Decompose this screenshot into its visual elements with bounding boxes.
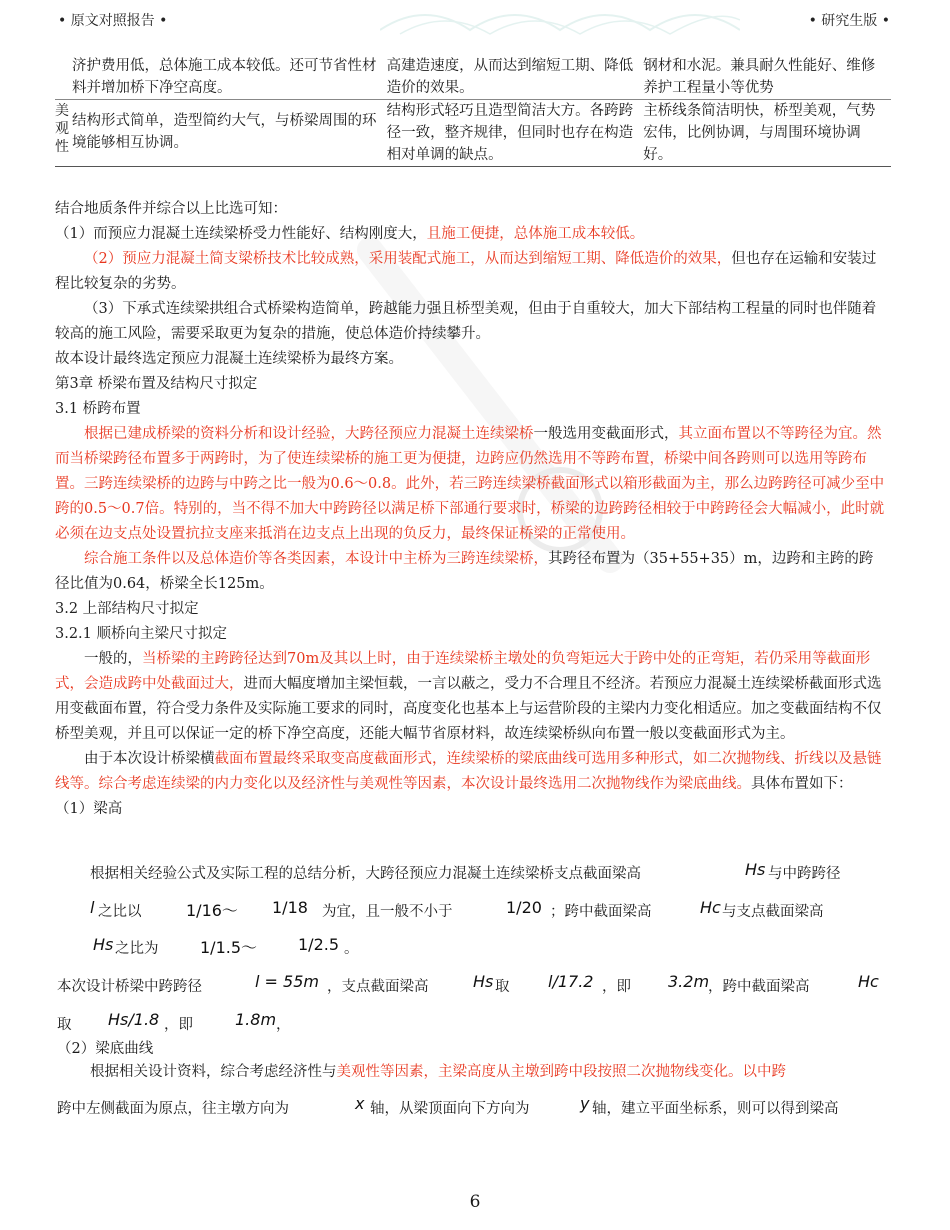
formula-text: 本次设计桥梁中跨跨径 — [57, 979, 202, 995]
table-cell: 钢材和水泥。兼具耐久性能好、维修养护工程量小等优势 — [640, 55, 891, 100]
paragraph: 一般的，当桥梁的主跨跨径达到70m及其以上时，由于连续梁桥主墩处的负弯矩远大于跨中处的正弯矩，若仍采用等截面形式，会造成跨中处截面过大，进而大幅度增加主梁恒载，一言以蔽之，受力不合理且不经济。若预应力混凝土连续梁桥截面形式选用变截面布置，符合受力条件及实际施工要求的同时，高度变化也基本上与运营阶段的主梁内力变化相适应。加之变截面结构不仅桥型美观，并且可以保证一定的桥下净空高度，还能大幅节省原材料，故连续梁桥纵向布置一般以变截面形式为主。 — [55, 651, 882, 742]
table-cell: 结构形式轻巧且造型简洁大方。各跨跨径一致，整齐规律，但同时也存在构造相对单调的缺点。 — [384, 100, 641, 167]
paragraph: 结合地质条件并综合以上比选可知： — [55, 201, 287, 217]
math-symbol: Hs — [93, 935, 114, 954]
math-expression: Hs/1.8 — [108, 1010, 160, 1029]
formula-text: 轴，从梁顶面向下方向为 — [370, 1101, 530, 1117]
paragraph: （2）预应力混凝土简支梁桥技术比较成熟，采用装配式施工，从而达到缩短工期、降低造价的效果，但也存在运输和安装过程比较复杂的劣势。 — [55, 251, 877, 292]
paragraph: 故本设计最终选定预应力混凝土连续梁桥为最终方案。 — [55, 351, 403, 367]
paragraph: （1）而预应力混凝土连续梁桥受力性能好、结构刚度大，且施工便捷，总体施工成本较低。 — [55, 226, 645, 242]
formula-text: 为宜，且一般不小于 — [322, 904, 453, 920]
table-row — [55, 100, 891, 167]
math-expression: 1.8m — [235, 1010, 277, 1029]
paragraph: 由于本次设计桥梁横截面布置最终采取变高度截面形式，连续梁桥的梁底曲线可选用多种形式，如二次抛物线、折线以及悬链线等。综合考虑连续梁的内力变化以及经济性与美观性等因素，本次设计最终选用二次抛物线作为梁底曲线。具体布置如下： — [55, 751, 882, 792]
formula-text: ，跨中截面梁高 — [708, 979, 810, 995]
formula-text: ，支点截面梁高 — [327, 979, 429, 995]
row-label-aesthetics: 美观性 — [55, 100, 69, 167]
header-left-title: • 原文对照报告 • — [58, 13, 168, 29]
math-expression: 1/20 — [506, 898, 542, 917]
math-symbol: Hs — [473, 972, 494, 991]
formula-text: 。 — [344, 941, 359, 957]
formula-text: ， — [276, 1017, 291, 1033]
chapter-heading: 第3章 桥梁布置及结构尺寸拟定 — [55, 376, 258, 392]
list-item-heading: （2）梁底曲线 — [57, 1041, 154, 1057]
formula-text: ；跨中截面梁高 — [550, 904, 652, 920]
formula-text: 之比以 — [98, 904, 142, 920]
math-expression: l/17.2 — [548, 972, 594, 991]
table-cell: 济护费用低，总体施工成本较低。还可节省性材料并增加桥下净空高度。 — [69, 55, 384, 100]
math-symbol: Hc — [858, 972, 879, 991]
header-right-title: • 研究生版 • — [808, 13, 890, 29]
section-heading: 3.2 上部结构尺寸拟定 — [55, 601, 199, 617]
formula-text: 取 — [495, 979, 510, 995]
formula-text: 取 — [57, 1017, 72, 1033]
math-symbol: Hc — [700, 898, 721, 917]
page-number: 6 — [469, 1192, 481, 1212]
formula-text: ，即 — [602, 979, 631, 995]
math-symbol: l — [90, 898, 95, 917]
table-cell: 结构形式简单，造型简约大气，与桥梁周围的环境能够相互协调。 — [69, 100, 384, 167]
formula-text: 跨中左侧截面为原点，往主墩方向为 — [57, 1101, 289, 1117]
paragraph: （3）下承式连续梁拱组合式桥梁构造简单，跨越能力强且桥型美观，但由于自重较大，加大下部结构工程量的同时也伴随着较高的施工风险，需要采取更为复杂的措施，使总体造价持续攀升。 — [55, 301, 877, 342]
formula-text: 之比为 — [115, 941, 159, 957]
math-expression: 1/2.5 — [298, 935, 340, 954]
list-item-heading: （1）梁高 — [55, 801, 123, 817]
math-expression: 1/16～ — [186, 901, 238, 920]
math-expression: 3.2m — [668, 972, 710, 991]
paragraph: 综合施工条件以及总体造价等各类因素，本设计中主桥为三跨连续梁桥，其跨径布置为（35+55+35）m，边跨和主跨的跨径比值为0.64，桥梁全长125m。 — [55, 551, 874, 592]
formula-text: ，即 — [164, 1017, 193, 1033]
paragraph: 根据已建成桥梁的资料分析和设计经验，大跨径预应力混凝土连续梁桥一般选用变截面形式，其立面布置以不等跨径为宜。然而当桥梁跨径布置多于两跨时，为了使连续梁桥的施工更为便捷，边跨应仍然选用不等跨布置，桥梁中间各跨则可以选用等跨布置。三跨连续梁桥的边跨与中跨之比一般为0.6～0.8。此外，若三跨连续梁桥截面形式以箱形截面为主，那么边跨跨径可减少至中跨的0.5～0.7倍。特别的，当不得不加大中跨跨径以满足桥下部通行要求时，桥梁的边跨跨径相较于中跨跨径会大幅减小，此时就必须在边支点处设置抗拉支座来抵消在边支点上出现的负反力，最终保证桥梁的正常使用。 — [55, 426, 885, 542]
math-symbol: y — [580, 1094, 590, 1113]
math-expression: 1/1.5～ — [200, 938, 258, 957]
table-cell: 高建造速度，从而达到缩短工期、降低造价的效果。 — [384, 55, 641, 100]
paragraph: 根据相关设计资料，综合考虑经济性与美观性等因素，主梁高度从主墩到跨中段按照二次抛物线变化。以中跨 — [90, 1064, 786, 1080]
math-expression: l = 55m — [255, 972, 319, 991]
table-row — [55, 55, 891, 100]
formula-text: 根据相关经验公式及实际工程的总结分析，大跨径预应力混凝土连续梁桥支点截面梁高 — [90, 866, 641, 882]
comparison-table — [55, 55, 891, 167]
math-expression: 1/18 — [272, 898, 308, 917]
formula-text: 与中跨跨径 — [768, 866, 841, 882]
body-text — [55, 197, 885, 822]
formula-text: 轴，建立平面坐标系，则可以得到梁高 — [592, 1101, 839, 1117]
math-symbol: Hs — [745, 860, 766, 879]
table-cell: 主桥线条简洁明快，桥型美观，气势宏伟，比例协调，与周围环境协调好。 — [640, 100, 891, 167]
header-ornament — [380, 0, 740, 36]
math-symbol: x — [355, 1094, 365, 1113]
section-heading: 3.1 桥跨布置 — [55, 401, 141, 417]
formula-text: 与支点截面梁高 — [722, 904, 824, 920]
subsection-heading: 3.2.1 顺桥向主梁尺寸拟定 — [55, 626, 228, 642]
